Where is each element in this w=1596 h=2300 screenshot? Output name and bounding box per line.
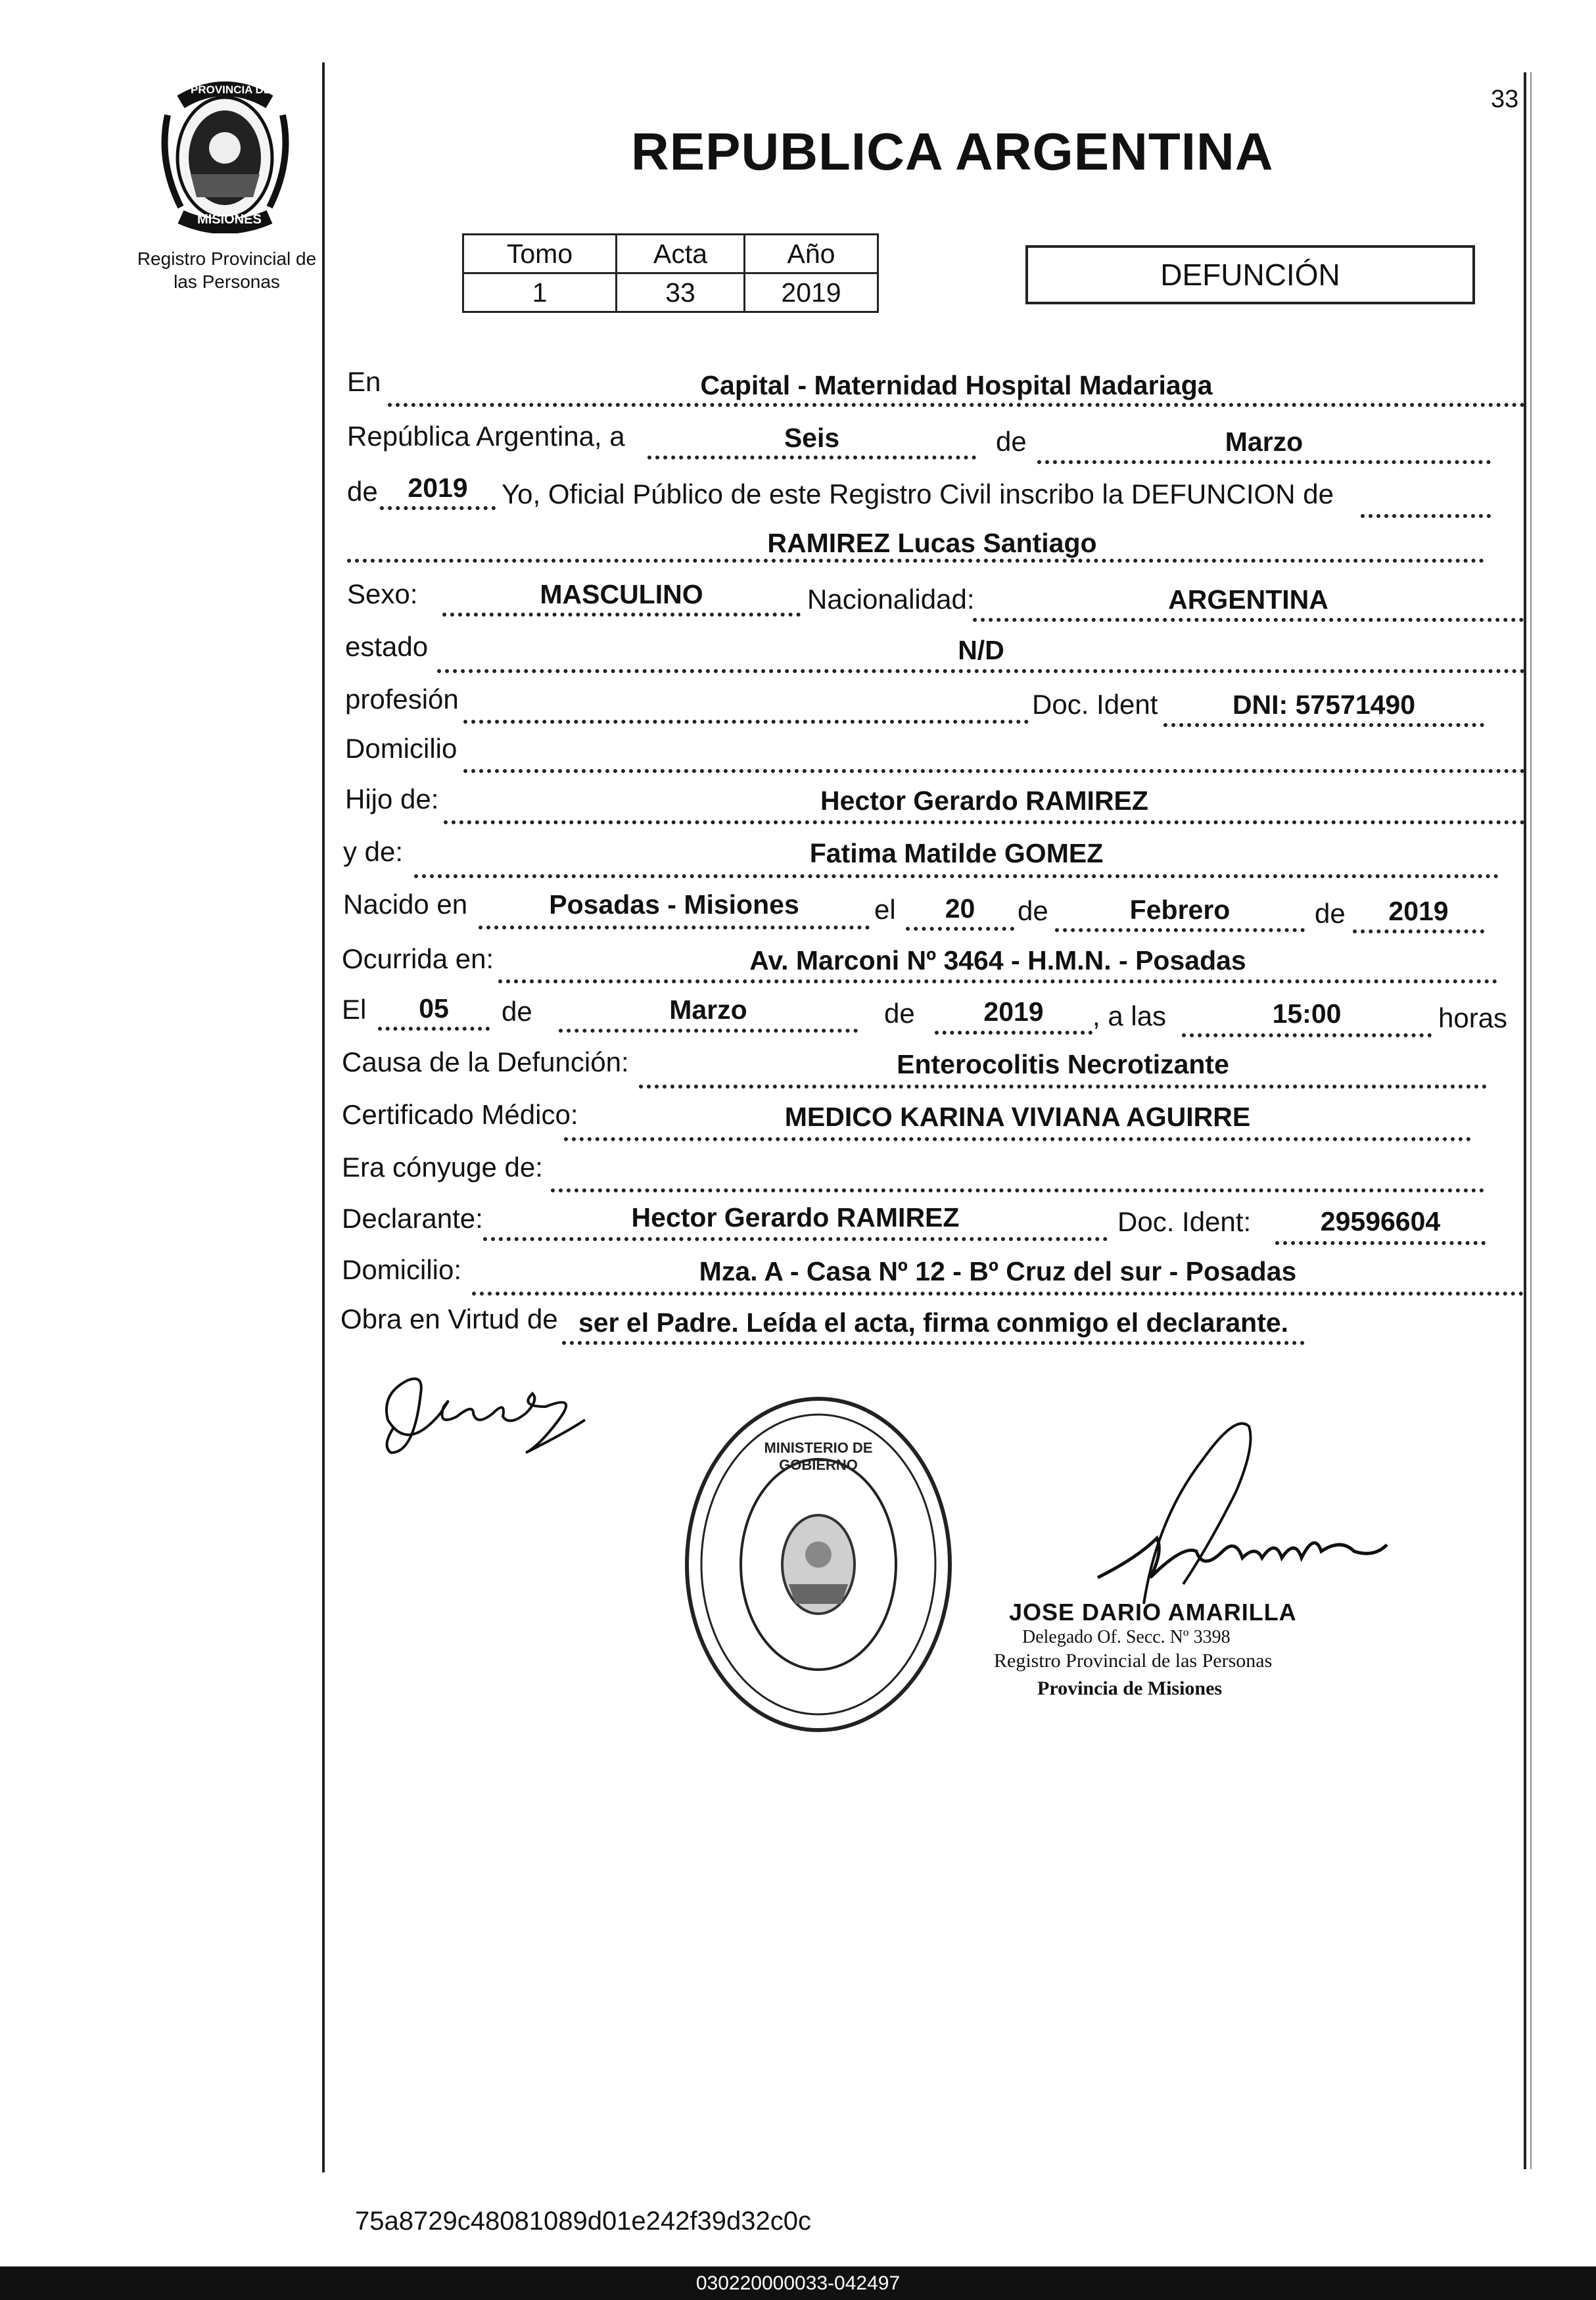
- causa-dotline: [639, 1085, 1487, 1089]
- doc-ident-label: Doc. Ident: [1032, 689, 1158, 720]
- oficial-text: Yo, Oficial Público de este Registro Civil inscribo la DEFUNCION de: [502, 479, 1334, 509]
- death-month-dotline: [559, 1029, 858, 1033]
- republica-label: República Argentina, a: [347, 421, 625, 452]
- page-title: REPUBLICA ARGENTINA: [631, 122, 1274, 181]
- estado-label: estado: [345, 631, 429, 662]
- profesion-label: profesión: [345, 684, 459, 715]
- declarant-signature: [368, 1354, 605, 1459]
- certificado-value: MEDICO KARINA VIVIANA AGUIRRE: [784, 1102, 1251, 1132]
- death-de2-label: de: [884, 998, 915, 1029]
- oficial-dotline: [1361, 514, 1491, 518]
- death-place-dotline: [498, 979, 1497, 983]
- year-value: 2019: [408, 473, 468, 503]
- death-de1-label: de: [502, 996, 532, 1027]
- profesion-dotline: [463, 720, 1029, 724]
- right-edge-line: [1530, 72, 1532, 2169]
- obra-value: ser el Padre. Leída el acta, firma conmigo el declarante.: [578, 1307, 1289, 1338]
- registry-seal: [674, 1387, 963, 1742]
- obra-dotline: [562, 1341, 1305, 1345]
- death-day-dotline: [378, 1027, 490, 1031]
- death-year-dotline: [935, 1031, 1092, 1035]
- declarante-value: Hector Gerardo RAMIREZ: [631, 1202, 960, 1232]
- decl-domicilio-value: Mza. A - Casa Nº 12 - Bº Cruz del sur - Posadas: [699, 1256, 1297, 1286]
- nacionalidad-label: Nacionalidad:: [807, 584, 975, 615]
- father-dotline: [444, 820, 1525, 824]
- y-de-label: y de:: [343, 836, 404, 867]
- el2-label: El: [342, 994, 367, 1025]
- birth-day-dotline: [906, 927, 1014, 931]
- death-day-value: 05: [419, 993, 449, 1023]
- death-month-value: Marzo: [669, 995, 747, 1025]
- birth-month-value: Febrero: [1129, 895, 1231, 925]
- death-time-value: 15:00: [1272, 998, 1342, 1029]
- year-prefix-label: de: [347, 476, 378, 507]
- tomo-value: 1: [463, 273, 617, 312]
- emblem-text-top: PROVINCIA DE: [191, 83, 271, 96]
- anio-header: Año: [745, 235, 878, 273]
- decl-doc-value: 29596604: [1320, 1206, 1441, 1236]
- tomo-header: Tomo: [463, 235, 617, 273]
- birth-month-dotline: [1055, 928, 1305, 932]
- declarante-label: Declarante:: [342, 1203, 483, 1234]
- conyuge-dotline: [551, 1188, 1484, 1192]
- deceased-name: RAMIREZ Lucas Santiago: [767, 528, 1097, 558]
- record-type-box: DEFUNCIÓN: [1025, 245, 1475, 304]
- hijo-label: Hijo de:: [345, 784, 439, 814]
- causa-value: Enterocolitis Necrotizante: [897, 1049, 1229, 1079]
- province-emblem: [154, 76, 296, 233]
- declarante-dotline: [483, 1237, 1108, 1241]
- decl-doc-dotline: [1275, 1241, 1486, 1245]
- mother-value: Fatima Matilde GOMEZ: [809, 838, 1104, 868]
- en-label: En: [347, 366, 381, 397]
- place-dotline: [388, 403, 1525, 407]
- month-dotline: [1037, 460, 1491, 464]
- decl-domicilio-dotline: [472, 1292, 1524, 1296]
- official-line3: Provincia de Misiones: [1037, 1678, 1223, 1699]
- nacido-label: Nacido en: [343, 889, 468, 920]
- certificado-dotline: [564, 1137, 1471, 1141]
- left-margin-line: [322, 62, 325, 2172]
- ocurrida-label: Ocurrida en:: [342, 943, 494, 974]
- birth-year-dotline: [1353, 929, 1484, 933]
- official-name: JOSE DARIO AMARILLA: [1009, 1599, 1297, 1626]
- year-dotline: [380, 506, 496, 510]
- seal-outer-text: [687, 1729, 950, 1736]
- el-label: el: [874, 894, 896, 925]
- page-number: 33: [1491, 85, 1519, 113]
- seal-inner-text: MINISTERIO DE GOBIERNO: [764, 1440, 873, 1473]
- estado-dotline: [437, 669, 1525, 673]
- nacionalidad-dotline: [973, 618, 1524, 622]
- decl-domicilio-label: Domicilio:: [342, 1254, 462, 1285]
- registry-name-line2: las Personas: [174, 271, 280, 292]
- birth-place-value: Posadas - Misiones: [549, 889, 799, 920]
- conyuge-label: Era cónyuge de:: [342, 1152, 543, 1183]
- doc-ident-value: DNI: 57571490: [1232, 690, 1416, 720]
- document-hash: 75a8729c48081089d01e242f39d32c0c: [355, 2207, 812, 2236]
- doc-ident-dotline: [1163, 723, 1484, 727]
- certificado-label: Certificado Médico:: [342, 1099, 578, 1130]
- place-value: Capital - Maternidad Hospital Madariaga: [700, 370, 1213, 400]
- birth-de1-label: de: [1018, 895, 1048, 926]
- day-dotline: [647, 456, 976, 459]
- domicilio-dotline: [463, 769, 1525, 773]
- de-label: de: [996, 426, 1027, 457]
- obra-label: Obra en Virtud de: [340, 1303, 558, 1334]
- record-table: [462, 233, 879, 313]
- registry-name-line1: Registro Provincial de: [137, 248, 317, 269]
- day-value: Seis: [784, 423, 840, 453]
- domicilio-label: Domicilio: [345, 733, 458, 764]
- sexo-value: MASCULINO: [540, 579, 703, 609]
- birth-day-value: 20: [945, 893, 975, 924]
- birth-year-value: 2019: [1388, 896, 1449, 926]
- birth-place-dotline: [479, 926, 870, 929]
- sexo-label: Sexo:: [347, 578, 418, 609]
- anio-value: 2019: [745, 273, 878, 312]
- deceased-dotline: [347, 559, 1484, 563]
- acta-value: 33: [617, 273, 745, 312]
- mother-dotline: [414, 874, 1499, 878]
- nacionalidad-value: ARGENTINA: [1168, 584, 1328, 615]
- month-value: Marzo: [1225, 427, 1303, 457]
- father-value: Hector Gerardo RAMIREZ: [820, 786, 1148, 816]
- acta-header: Acta: [617, 235, 745, 273]
- death-time-dotline: [1182, 1033, 1432, 1037]
- birth-de2-label: de: [1315, 898, 1346, 929]
- emblem-text-bottom: MISIONES: [197, 212, 262, 227]
- death-place-value: Av. Marconi Nº 3464 - H.M.N. - Posadas: [749, 945, 1246, 975]
- sexo-dotline: [442, 613, 801, 617]
- official-line1: Delegado Of. Secc. Nº 3398: [1022, 1627, 1231, 1647]
- horas-label: horas: [1438, 1002, 1508, 1033]
- footer-code: 030220000033-042497: [0, 2266, 1596, 2300]
- estado-value: N/D: [958, 635, 1004, 665]
- causa-label: Causa de la Defunción:: [342, 1046, 629, 1077]
- death-year-value: 2019: [983, 997, 1044, 1027]
- a-las-label: , a las: [1092, 1000, 1167, 1031]
- official-line2: Registro Provincial de las Personas: [994, 1650, 1273, 1672]
- decl-doc-label: Doc. Ident:: [1117, 1206, 1252, 1237]
